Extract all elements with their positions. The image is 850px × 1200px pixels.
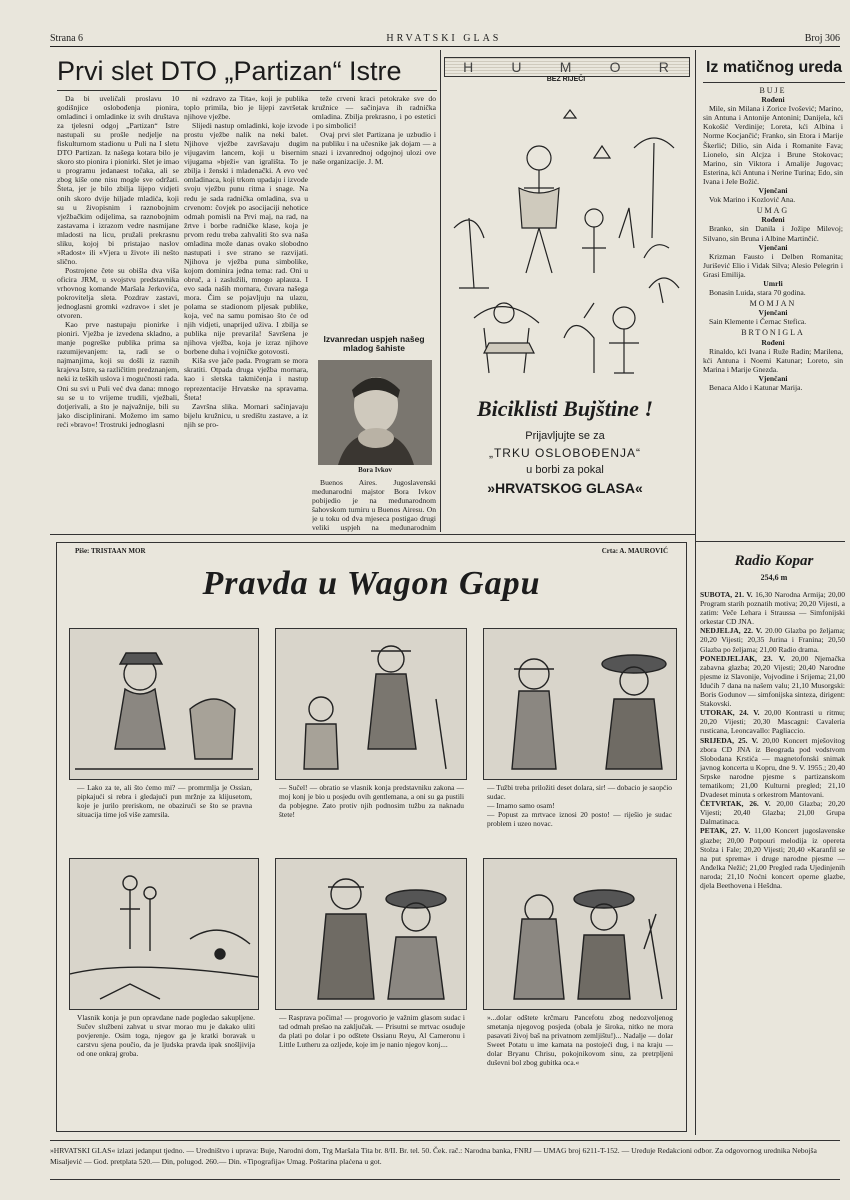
schedule-item: UTORAK, 24. V. 20,00 Kontrasti u ritmu; 20,20 Vijesti; 20,30 Mascagni: Cavaleria rusticana, Leoncavallo: Pagliaccio. <box>700 708 845 736</box>
comic-panel <box>69 628 259 780</box>
section-label: Vjenčani <box>758 242 788 252</box>
comic-strip <box>56 542 687 1132</box>
town-name: MOMJAN <box>749 299 797 309</box>
page-header <box>50 30 840 47</box>
panel-caption: — Rasprava počima! — progovorio je važnim glasom sudac i tad odmah prešao na zaključak. — Prisutni se mrtvac osuđuje da plati po dolar i po odštete Ossianu Reyu, Al Cameronu i Little Lutheru za ozljede, koje im je nanio njegov konj.... <box>279 1013 465 1049</box>
paragraph: teže crveni kraci petokrake sve do kružnice — sačinjava ih radnička omladina. Zbilja prekrasno, i po estetici i po simbolici! <box>312 94 436 131</box>
entry-text: Mile, sin Milana i Zorice Ivošević; Marino, sin Antuna i Antonije Antonini; Danijela, kći Kokošić Verdinije; Loreta, kći Albina i Norme Kocjančić; Franko, sin Etora i Marije Škerlić; Dilio, sin Aida i Romanite Fava; Lionelo, sin Alcjza i Brune Stokovac; Marino, sin Viktora i Amalije Jugovac; Esterina, kći Antuna i Nerine Turina; Edo, sin Ivana i Jele Božić. <box>703 104 843 186</box>
comic-panel <box>275 858 467 1010</box>
paragraph: Slijedi nastup omladinki, koje izvode prostu vježbe nalik na neki balet. Njihove vježbe završavaju dugim vijugavim lancem, koji u bisernim vijugama »bježi« van igrališta. To je zbilja i ženski i mladenački. A evo već omladinaca, koji trkom upadaju i izvode svoju vježbu punu ritma i snage. Na redu je sada radnička omladina, sva u crvenom: čovjek po asocijaciji nehotice odmah pomisli na Prvi maj, na rad, na žrtve i borbe radničke klase, koja je prvom redu treba zahvaliti što sva naša omladina može danas ovako slobodno nastupati i sve strano se razvijati. Njihova je vježba puna simbolike, kojom dominira jedna tema: rad. Oni u obruč, a i zaslužili, mnogo aplauza. I evo sada naših mornara, čuvara našega mora. Čim se pojavljuju na ulazu, polama se stadionom pljesak publike, koja, već na samu pomisao što će od njih vidjeti, unaprijed uživa. I zbilja se publika nije prevarila! Savršena je njihova vježba, koja je izraz njihove borbene duha i vojničke gotovosti. <box>184 121 308 357</box>
panel-caption: — Tužbi treba priložiti deset dolara, sir! — dobacio je saopćio sudac. — Imamo samo osam! — Popust za mrtvace iznosi 20 posto! — riješio je sudac problem i uzeo novac. <box>487 783 672 828</box>
comic-title: Pravda u Wagon Gapu <box>202 565 541 602</box>
schedule-item: NEDJELJA, 22. V. 20.00 Glazba po željama; 20,20 Vijesti; 20,35 Jurina i Franina; 20,50 Glazba po željama; 21,00 Radio drama. <box>700 626 845 654</box>
entry-text: Bonasin Luida, stara 70 godina. <box>709 288 806 298</box>
schedule-item: PETAK, 27. V. 11,00 Koncert jugoslavenske glazbe; 20,00 Potpouri melodija iz opereta Stolza i Fale; 20,20 Vijesti; 20,40 »Karanfil se na put sprema« i druge narodne pjesme — Anđelka Nežić; 21,00 Pregled rada Ujedinjenih naroda; 21,10 Noćni koncert operne glazbe, djela Beethovena i Hešdna. <box>700 826 845 890</box>
ad-headline: Biciklisti Bujštine ! <box>476 396 654 421</box>
ad-line: »HRVATSKOG GLASA« <box>487 480 643 496</box>
entry-text: Krizman Fausto i Delben Romanita; Jurišević Elio i Vidak Silva; Alesio Pelegrin i Grasi Emilija. <box>703 251 843 279</box>
ad-line: Prijavljujte se za <box>525 430 605 442</box>
masthead: HRVATSKI GLAS <box>386 32 502 44</box>
entry-text: Vok Marino i Kozlović Ana. <box>709 195 796 205</box>
section-label: Vjenčani <box>758 186 788 196</box>
page-number: Strana 6 <box>50 32 84 44</box>
panel-caption: Vlasnik konja je pun opravdane nade pogledao sakupljene. Sučev službeni zahvat u stvar morao mu je dakako uliti povjerenje. Osim toga, njegov ga je kratki boravak u carstvu sjena poučio, da je ljudska pravda ipak snošljivija od one onkraj groba. <box>77 1013 255 1058</box>
column-rule <box>440 50 441 532</box>
panel-caption: — Sučel! — obratio se vlasnik konja predstavniku zakona — moj konj je bio u posjedu ovih gentlemana, a oni su ga pustili da pobjegne. Zato protiv njih podnosim tužbu za naknadu štete! <box>279 783 464 819</box>
schedule-item: PONEDJELJAK, 23. V. 20,00 Njemačka zabavna glazba; 20,20 Vijesti; 20,40 Narodne pjesme iz Slavonije, Vojvodine i Srijema; 21,00 Idućih 7 dana na našem valu; 21,10 Musorgski: Boris Godunov — simfonijska sinteza, dirigent: Stakovski. <box>700 653 845 709</box>
radio-title: Radio Kopar <box>734 553 814 569</box>
section-label: Vjenčani <box>758 308 788 318</box>
paragraph: Kao prve nastupaju pionirke i pioniri. Vježba je izvedena skladno, a manje pogreške publika prima sa razumijevanjem: ta, radi se o najmanjima, koji su došli iz raznih krajeva Istre, sa različitim predznanjem, neki iz teških uslova i mogućnosti rada. Oni su svi u Puli već dva dana: mnogo su se u to vrijeme trudili, vježbali, dotjerivali, a što je najvažnije, bili su jako disciplinirani. Možemo im samo reći »bravo«! Trostruki jednoglasni <box>57 320 179 429</box>
comic-panel <box>483 628 677 780</box>
entry-text: Benaca Aldo i Katunar Marija. <box>709 383 803 392</box>
paragraph: Buenos Aires. Jugoslavenski međunarodni majstor Bora Ivkov pobijedio je na međunarodnom šahovskom turniru u Buenos Airesu. On je u toku od dva mjeseca postigao drugi veliki uspjeh na međunarodnim <box>312 478 436 532</box>
ad-line: u borbi za pokal <box>526 464 604 476</box>
comic-writer: Piše: TRISTAAN MOR <box>75 547 146 555</box>
paragraph: Da bi uveličali proslavu 10 godišnjice oslobođenja pionira, omladinci i omladinke iz svih društava za tjelesni odgoj „Partizan“ Istre nastupali su prošle nedjelje na fiskulturnom stadionu u Puli na I sletu DTO Partizan. Iz našega kotara bilo je skoro sto pionira i pionirki. Slet je imao u programu jedanaest točaka, ali se zbog kiše one nisu mogle sve održati. Šteta, jer je bilo zbilja lijepo vidjeti onih skoro dvije hiljade mladića, koji su u živopisnim i raznobojnim vježbačkim odijelima, sa raznobojnim zastavama i izrazom vedre nasmijane mladosti na licu, pružali prekrasnu sliku, kojoj bi pristajao naslov »Radost« ili »Vjera u život« ili nešto slično. <box>57 94 179 266</box>
humor-banner: H U M O R <box>444 57 690 77</box>
comic-panel <box>275 628 467 780</box>
panel-caption: »...dolar odštete krčmaru Pancefotu zbog nedozvoljenog smetanja njegovog posjeda (obala je široka, nitko ne mora pasavati živoj baš na privatnom zemljištu!)... Nadalje — dolar Sweet Potatu u ime kamata na postojeći dug, i na kraju — dolar Bryanu Chrisu, pokojnikovom sinu, za pretrpljeni duševni bol zbog gubitka oca.« <box>487 1013 673 1067</box>
radio-frequency: 254,6 m <box>760 573 788 582</box>
town-name: BUJE <box>759 86 787 95</box>
comic-panel <box>483 858 677 1010</box>
humor-subtitle: BEZ RIJEČI <box>546 76 586 83</box>
section-label: Rođeni <box>761 95 785 105</box>
section-label: Rođeni <box>761 215 785 225</box>
entry-text: Sain Klemente i Černac Stefica. <box>709 317 807 327</box>
comic-artist: Crta: A. MAUROVIĆ <box>601 547 668 555</box>
registry-list <box>703 84 843 539</box>
town-name: BRTONIGLA <box>741 328 805 338</box>
section-label: Umrli <box>763 278 783 288</box>
article-column-1 <box>57 94 179 532</box>
photo-caption: Bora Ivkov <box>358 466 392 474</box>
humor-cartoon <box>444 88 688 388</box>
panel-caption: — Lako za te, ali što ćemo mi? — promrmlja je Ossian, pipkajući si rebra i gledajući pun mržnje za klijusetom, koje je jurilo preriskom, ne obazirući se što se pravna situacija time još više zamrsila. <box>77 783 252 819</box>
town-name: UMAG <box>756 206 790 216</box>
section-label: Rođeni <box>761 337 785 347</box>
entry-text: Rinaldo, kći Ivana i Ruže Radin; Marilena, kći Antuna i Noemi Katunar; Loreto, sin Marina i Marije Gnezda. <box>703 346 843 374</box>
chess-article <box>312 478 436 532</box>
chess-headline: Izvanredan uspjeh našeg mladog šahiste <box>323 334 425 353</box>
paragraph: ni »zdravo za Tita«, koji je publika toplo primila, bio je lijepi završetak njihove vježbe. <box>184 94 308 122</box>
section-rule <box>50 534 695 535</box>
article-column-3 <box>312 94 436 330</box>
paragraph: Postrojene čete su obišla dva viša oficira JRM, u svojstvu predstavnika vrhovnog komande Maršala Jerkovića, pokrovitelja sleta. Pozdrav zastavi, jednoglasni gromki »zdravo« i slet je otvoren. <box>57 265 179 321</box>
schedule-item: SRIJEDA, 25. V. 20,00 Koncert mješovitog zbora CD JNA iz Beograda pod vodstvom Slobodana Krstića — magnetofonski snimak javnog koncerta u Kopru, dne 9. V. 1955.; 20,40 Srpske narodne pjesme s partizanskom tematikom; 21,00 Kulturni pregled; 21,10 Dvadeset minuta s orkestrom Mantovani. <box>700 735 845 800</box>
schedule-item: SUBOTA, 21. V. 16,30 Narodna Armija; 20,00 Program starih poznatih motiva; 20,20 Vijesti, a zatim: Veče Lehara i Straussa — Simfonijski orkestar CD JNA. <box>700 590 845 627</box>
article-title: Prvi slet DTO „Partizan“ Istre <box>57 56 402 86</box>
paragraph: Ovaj prvi slet Partizana je uzbudio i na publiku i na učesnike jak dojam — a snazi i izvanrednoj odgojnoj ulozi ove naše organizacije. J. M. <box>312 130 436 167</box>
schedule-item: ČETVRTAK, 26. V. 20,00 Glazba; 20,20 Vijesti; 20,40 Glazba; 21,00 Grupa Dalmatinaca. <box>700 799 845 827</box>
paragraph: Završna slika. Mornari sačinjavaju bijelu kružnicu, u središtu zastave, a iz njih se pro- <box>184 401 308 429</box>
radio-schedule <box>700 590 845 1135</box>
issue-number: Broj 306 <box>804 32 840 44</box>
column-rule <box>695 50 696 1135</box>
article-column-2 <box>184 94 308 532</box>
portrait-photo <box>318 360 432 465</box>
paragraph: Kiša sve jače pada. Program se mora skratiti. Otpada druga vježba mornara, kao i sletska takmičenja i nastup reprezentacije Hrvatske na spravama. Šteta! <box>184 356 308 402</box>
comic-panel <box>69 858 259 1010</box>
imprint-footer: »HRVATSKI GLAS« izlazi jedanput tjedno. — Uredništvo i uprava: Buje, Narodni dom, Trg Maršala Tita br. 8/II. Br. tel. 50. Ček. rač.: Narodna banka, FNRJ — UMAG broj 6211-T-152. — Uređuje Redakcioni odbor. Za odgovornog urednika Nebojša Misaljević — God. pretplata 520.— Din, polugod. 260.— Din. »Tipografija« Umag. Poštarina plaćena u got. <box>50 1140 840 1180</box>
registry-title: Iz matičnog ureda <box>703 56 845 83</box>
section-label: Vjenčani <box>758 373 788 383</box>
entry-text: Branko, sin Danila i Jožipe Milevoj; Silvano, sin Bruna i Albine Martinčić. <box>703 224 843 243</box>
ad-line: „TRKU OSLOBOĐENJA“ <box>488 446 641 460</box>
bike-race-ad <box>446 390 684 530</box>
